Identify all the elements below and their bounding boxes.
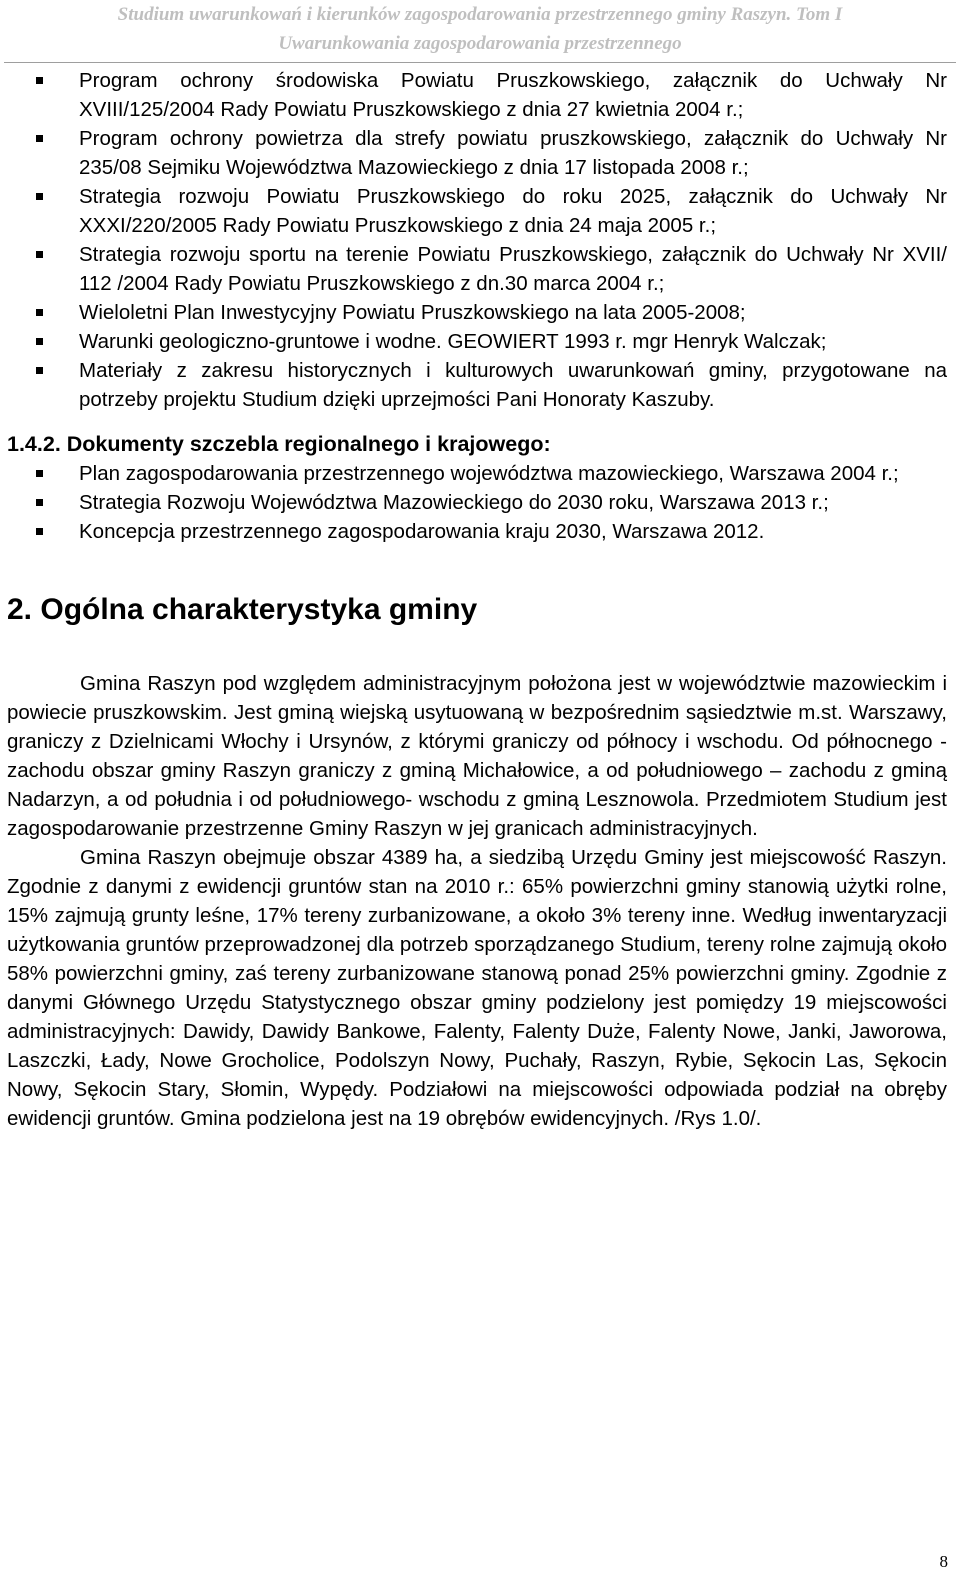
square-bullet-icon bbox=[36, 499, 43, 506]
list-item bbox=[7, 517, 947, 546]
local-documents-list bbox=[7, 66, 947, 414]
running-header bbox=[0, 0, 960, 62]
square-bullet-icon bbox=[36, 193, 43, 200]
square-bullet-icon bbox=[36, 528, 43, 535]
square-bullet-icon bbox=[36, 309, 43, 316]
list-item bbox=[7, 298, 947, 327]
list-item bbox=[7, 124, 947, 182]
list-item-text: Strategia rozwoju Powiatu Pruszkowskiego do roku 2025, załącznik do Uchwały Nr XXXI/220/2005 Rady Powiatu Pruszkowskiego z dnia 24 maja 2005 r.; bbox=[79, 185, 947, 237]
header-divider bbox=[4, 62, 956, 63]
square-bullet-icon bbox=[36, 470, 43, 477]
list-item-text: Warunki geologiczno-gruntowe i wodne. GEOWIERT 1993 r. mgr Henryk Walczak; bbox=[79, 330, 827, 353]
list-item bbox=[7, 66, 947, 124]
chapter-heading: 2. Ogólna charakterystyka gminy bbox=[7, 593, 478, 626]
list-item-text: Plan zagospodarowania przestrzennego województwa mazowieckiego, Warszawa 2004 r.; bbox=[79, 462, 899, 485]
list-item bbox=[7, 356, 947, 414]
square-bullet-icon bbox=[36, 135, 43, 142]
page-content bbox=[7, 66, 947, 1133]
header-subtitle: Uwarunkowania zagospodarowania przestrzennego bbox=[278, 33, 682, 54]
square-bullet-icon bbox=[36, 338, 43, 345]
list-item bbox=[7, 182, 947, 240]
header-title: Studium uwarunkowań i kierunków zagospodarowania przestrzennego gminy Raszyn. Tom I bbox=[117, 4, 843, 25]
square-bullet-icon bbox=[36, 77, 43, 84]
list-item-text: Wieloletni Plan Inwestycyjny Powiatu Pruszkowskiego na lata 2005-2008; bbox=[79, 301, 746, 324]
list-item bbox=[7, 488, 947, 517]
list-item bbox=[7, 459, 947, 488]
square-bullet-icon bbox=[36, 367, 43, 374]
square-bullet-icon bbox=[36, 251, 43, 258]
regional-documents-list bbox=[7, 459, 947, 546]
section-heading: 1.4.2. Dokumenty szczebla regionalnego i krajowego: bbox=[7, 432, 551, 456]
list-item-text: Strategia Rozwoju Województwa Mazowieckiego do 2030 roku, Warszawa 2013 r.; bbox=[79, 491, 829, 514]
list-item-text: Program ochrony środowiska Powiatu Pruszkowskiego, załącznik do Uchwały Nr XVIII/125/2004 Rady Powiatu Pruszkowskiego z dnia 27 kwietnia 2004 r.; bbox=[79, 69, 947, 121]
list-item-text: Materiały z zakresu historycznych i kulturowych uwarunkowań gminy, przygotowane na potrzeby projektu Studium dzięki uprzejmości Pani Honoraty Kaszuby. bbox=[79, 359, 947, 411]
page-number: 8 bbox=[939, 1552, 948, 1571]
list-item-text: Program ochrony powietrza dla strefy powiatu pruszkowskiego, załącznik do Uchwały Nr 235/08 Sejmiku Województwa Mazowieckiego z dnia 17 listopada 2008 r.; bbox=[79, 127, 947, 179]
list-item-text: Strategia rozwoju sportu na terenie Powiatu Pruszkowskiego, załącznik do Uchwały Nr XVII/ 112 /2004 Rady Powiatu Pruszkowskiego z dn.30 marca 2004 r.; bbox=[79, 243, 947, 295]
body-paragraph: Gmina Raszyn pod względem administracyjnym położona jest w województwie mazowieckim i powiecie pruszkowskim. Jest gminą wiejską usytuowaną w bezpośrednim sąsiedztwie m.st. Warszawy, graniczy z Dzielnicami Włochy i Ursynów, z którymi graniczy od północy i wschodu. Od północnego - zachodu obszar gminy Raszyn graniczy z gminą Michałowice, a od południowego – zachodu z gminą Nadarzyn, a od południa i od południowego- wschodu z gminą Lesznowola. Przedmiotem Studium jest zagospodarowanie przestrzenne Gminy Raszyn w jej granicach administracyjnych. bbox=[7, 672, 947, 840]
list-item-text: Koncepcja przestrzennego zagospodarowania kraju 2030, Warszawa 2012. bbox=[79, 520, 765, 543]
body-paragraph: Gmina Raszyn obejmuje obszar 4389 ha, a siedzibą Urzędu Gminy jest miejscowość Raszyn. Zgodnie z danymi z ewidencji gruntów stan na 2010 r.: 65% powierzchni gminy stanowią użytki rolne, 15% zajmują grunty leśne, 17% tereny zurbanizowane, a około 3% tereny inne. Według inwentaryzacji użytkowania gruntów przeprowadzonej dla potrzeb sporządzanego Studium, tereny rolne zajmują około 58% powierzchni gminy, zaś tereny zurbanizowane stanową ponad 25% powierzchni gminy. Zgodnie z danymi Głównego Urzędu Statystycznego obszar gminy podzielony jest pomiędzy 19 miejscowości administracyjnych: Dawidy, Dawidy Bankowe, Falenty, Falenty Duże, Falenty Nowe, Janki, Jaworowa, Laszczki, Łady, Nowe Grocholice, Podolszyn Nowy, Puchały, Raszyn, Rybie, Sękocin Las, Sękocin Nowy, Sękocin Stary, Słomin, Wypędy. Podziałowi na miejscowości odpowiada podział na obręby ewidencji gruntów. Gmina podzielona jest na 19 obrębów ewidencyjnych. /Rys 1.0/. bbox=[7, 846, 947, 1130]
list-item bbox=[7, 327, 947, 356]
list-item bbox=[7, 240, 947, 298]
